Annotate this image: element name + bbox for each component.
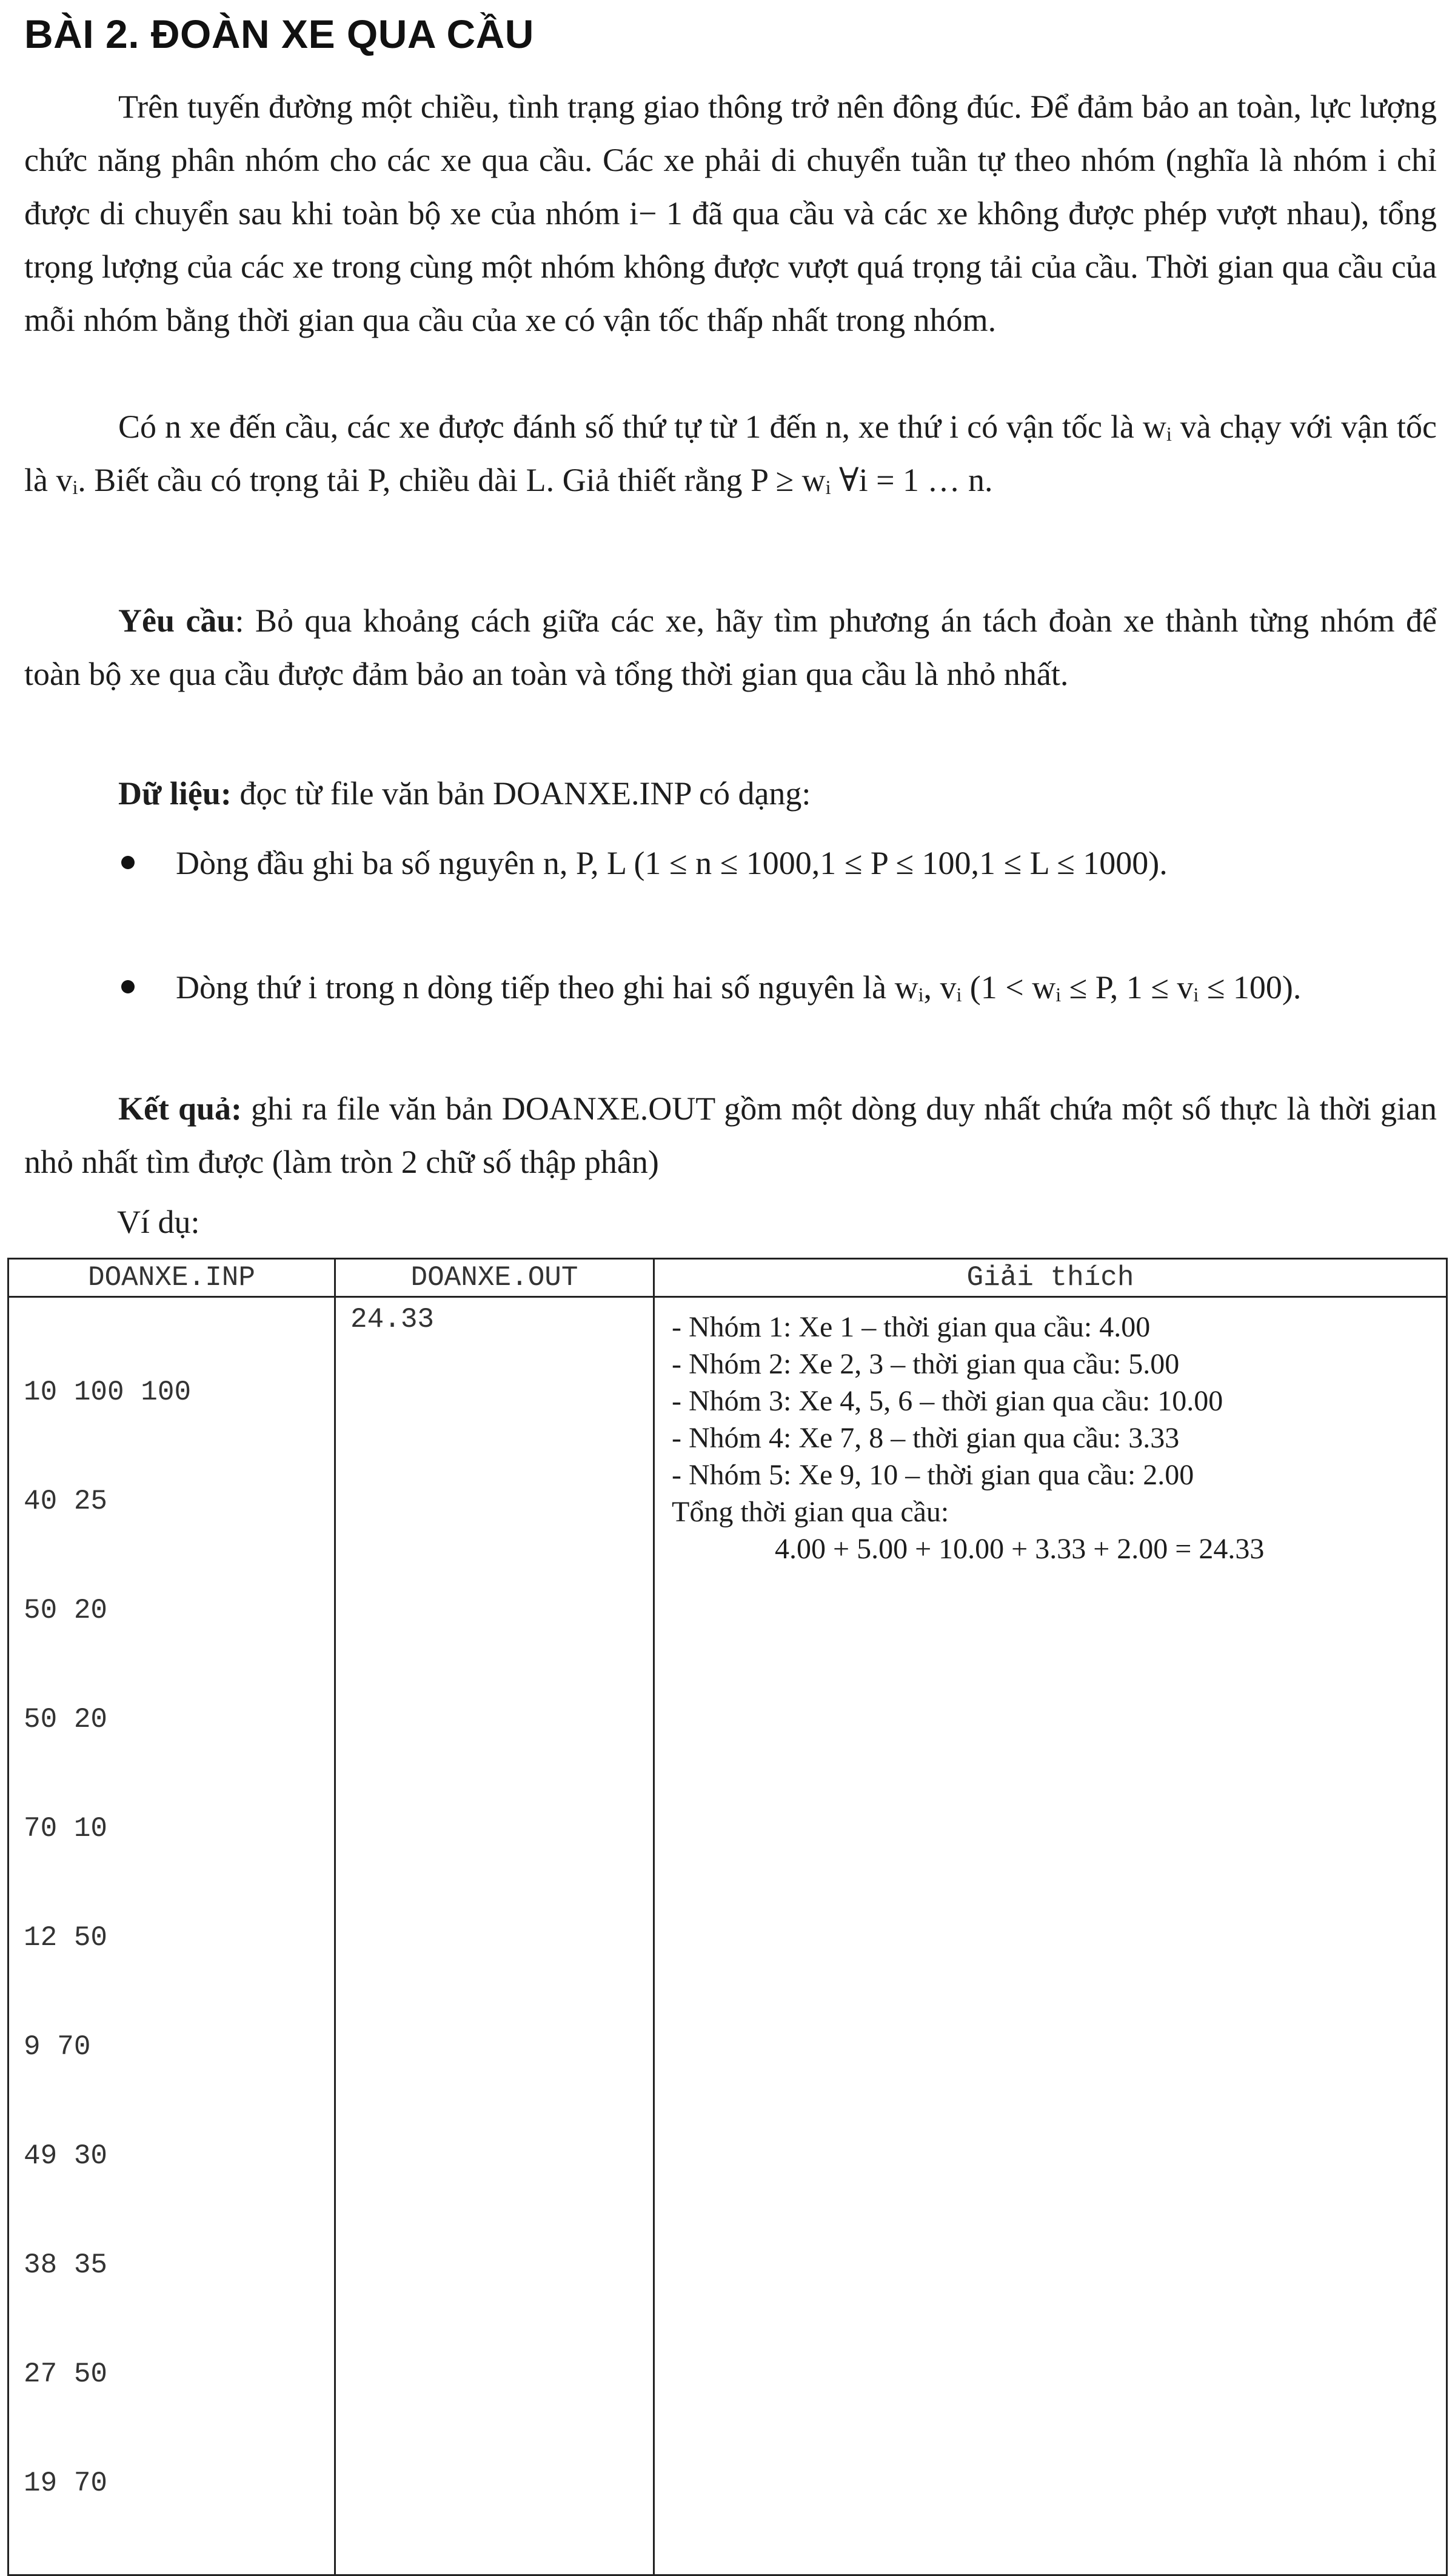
input-description-paragraph	[24, 400, 1437, 507]
input-line: 27 50	[24, 2358, 108, 2390]
explanation-line: - Nhóm 4: Xe 7, 8 – thời gian qua cầu: 3.33	[672, 1422, 1180, 1454]
data-paragraph	[24, 767, 1437, 820]
bullet-text-first-line: Dòng đầu ghi ba số nguyên n, P, L (1 ≤ n ≤ 1000,1 ≤ P ≤ 100,1 ≤ L ≤ 1000).	[176, 845, 1168, 881]
explanation-cell	[654, 1297, 1447, 2575]
result-text: ghi ra file văn bản DOANXE.OUT gồm một dòng duy nhất chứa một số thực là thời gian nhỏ nhất tìm được (làm tròn 2 chữ số thập phân)	[24, 1090, 1437, 1180]
result-label: Kết quả:	[118, 1090, 242, 1127]
input-line: 50 20	[24, 1704, 108, 1735]
explanation-line: - Nhóm 5: Xe 9, 10 – thời gian qua cầu: 2.00	[672, 1459, 1194, 1491]
bullet-dot-icon	[121, 980, 135, 993]
explanation-line: - Nhóm 2: Xe 2, 3 – thời gian qua cầu: 5.00	[672, 1348, 1180, 1380]
input-line: 10 100 100	[24, 1376, 192, 1408]
bullet-dot-icon	[121, 856, 135, 869]
input-line: 50 20	[24, 1595, 108, 1626]
intro-paragraph	[24, 80, 1437, 347]
example-label: Ví dụ:	[117, 1204, 200, 1240]
output-value: 24.33	[350, 1304, 435, 1335]
data-label: Dữ liệu:	[118, 775, 232, 812]
input-cell	[8, 1297, 335, 2575]
input-line: 12 50	[24, 1922, 108, 1954]
requirement-paragraph	[24, 594, 1437, 701]
bullet-item-next-lines	[24, 961, 1437, 1014]
data-text: đọc từ file văn bản DOANXE.INP có dạng:	[231, 775, 811, 812]
input-line: 38 35	[24, 2249, 108, 2281]
header-input-file: DOANXE.INP	[8, 1259, 335, 1297]
requirement-label: Yêu cầu	[118, 602, 235, 639]
requirement-text: : Bỏ qua khoảng cách giữa các xe, hãy tìm phương án tách đoàn xe thành từng nhóm để toàn bộ xe qua cầu được đảm bảo an toàn và tổng thời gian qua cầu là nhỏ nhất.	[24, 602, 1437, 692]
output-cell	[335, 1297, 654, 2575]
input-line: 9 70	[24, 2031, 91, 2063]
explanation-line: Tổng thời gian qua cầu:	[672, 1496, 949, 1528]
bullet-item-first-line	[24, 836, 1437, 890]
input-line: 49 30	[24, 2140, 108, 2172]
header-output-file: DOANXE.OUT	[335, 1259, 654, 1297]
result-paragraph	[24, 1082, 1437, 1189]
table-row	[8, 1297, 1447, 2575]
input-description-text: Có n xe đến cầu, các xe được đánh số thứ tự từ 1 đến n, xe thứ i có vận tốc là wᵢ và chạy với vận tốc là vᵢ. Biết cầu có trọng tải P, chiều dài L. Giả thiết rằng P ≥ wᵢ ∀i = 1 … n.	[24, 409, 1437, 498]
sum-line: 4.00 + 5.00 + 10.00 + 3.33 + 2.00 = 24.33	[775, 1533, 1265, 1565]
explanation-line: - Nhóm 1: Xe 1 – thời gian qua cầu: 4.00	[672, 1311, 1151, 1343]
explanation-line: - Nhóm 3: Xe 4, 5, 6 – thời gian qua cầu: 10.00	[672, 1385, 1223, 1417]
header-explanation: Giải thích	[654, 1259, 1447, 1297]
table-header-row	[8, 1259, 1447, 1297]
input-line: 70 10	[24, 1813, 108, 1844]
input-line: 40 25	[24, 1486, 108, 1517]
intro-text: Trên tuyến đường một chiều, tình trạng giao thông trở nên đông đúc. Để đảm bảo an toàn, lực lượng chức năng phân nhóm cho các xe qua cầu. Các xe phải di chuyển tuần tự theo nhóm (nghĩa là nhóm i chỉ được di chuyển sau khi toàn bộ xe của nhóm i− 1 đã qua cầu và các xe không được phép vượt nhau), tổng trọng lượng của các xe trong cùng một nhóm không được vượt quá trọng tải của cầu. Thời gian qua cầu của mỗi nhóm bằng thời gian qua cầu của xe có vận tốc thấp nhất trong nhóm.	[24, 88, 1437, 338]
bullet-text-next-lines: Dòng thứ i trong n dòng tiếp theo ghi hai số nguyên là wᵢ, vᵢ (1 < wᵢ ≤ P, 1 ≤ vᵢ ≤ 100).	[176, 969, 1302, 1006]
example-table	[7, 1258, 1448, 2576]
input-line: 19 70	[24, 2468, 108, 2499]
problem-title: BÀI 2. ĐOÀN XE QUA CẦU	[24, 12, 534, 56]
